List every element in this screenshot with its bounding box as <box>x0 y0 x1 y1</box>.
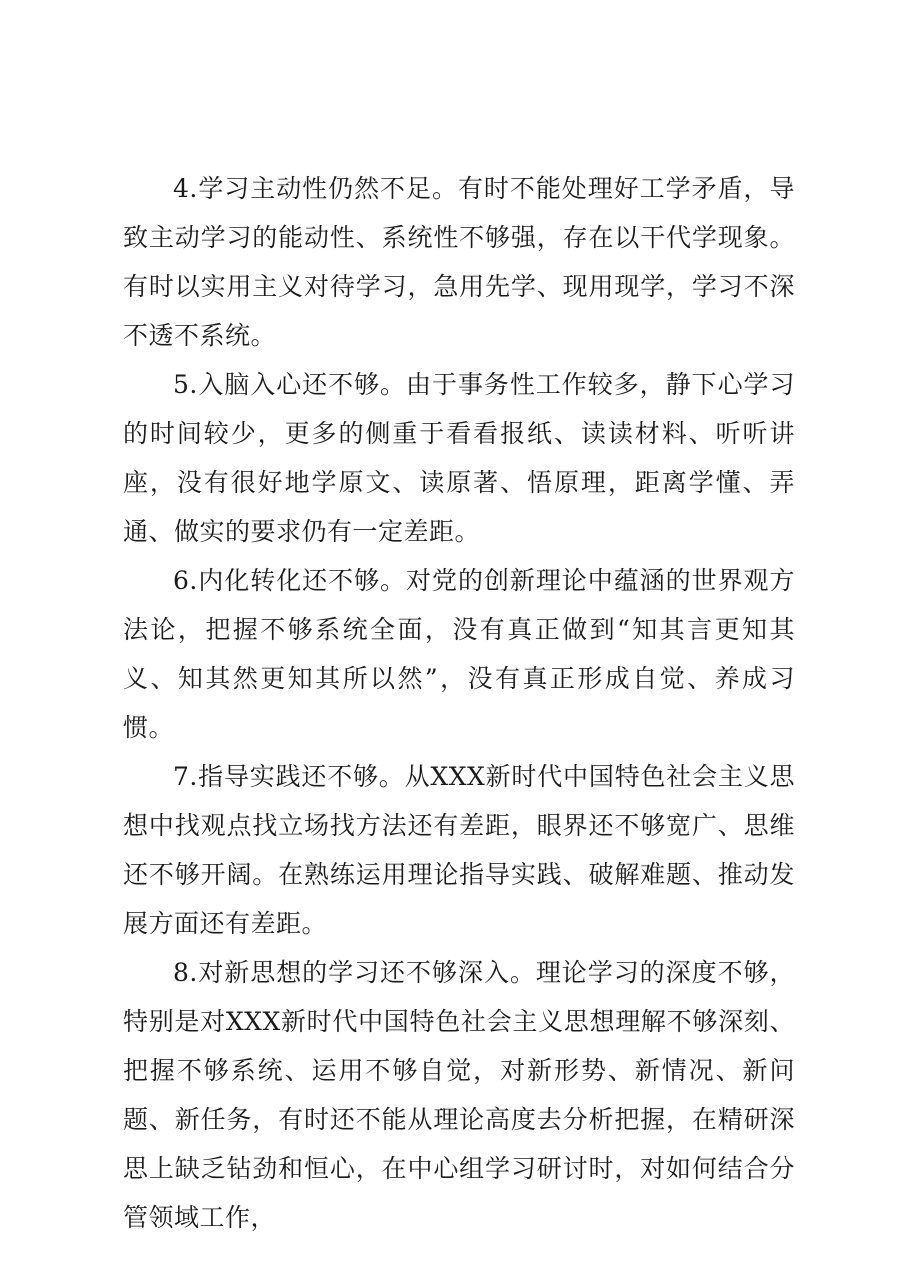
document-body <box>123 164 795 1242</box>
paragraph-item-8: 8.对新思想的学习还不够深入。理论学习的深度不够，特别是对XXX新时代中国特色社会主义思想理解不够深刻、把握不够系统、运用不够自觉，对新形势、新情况、新问题、新任务，有时还不能从理论高度去分析把握，在精研深思上缺乏钻劲和恒心，在中心组学习研讨时，对如何结合分管领域工作， <box>123 958 795 1232</box>
paragraph-item-4: 4.学习主动性仍然不足。有时不能处理好工学矛盾，导致主动学习的能动性、系统性不够强，存在以干代学现象。有时以实用主义对待学习，急用先学、现用现学，学习不深不透不系统。 <box>123 174 795 350</box>
paragraph-item-5: 5.入脑入心还不够。由于事务性工作较多，静下心学习的时间较少，更多的侧重于看看报纸、读读材料、听听讲座，没有很好地学原文、读原著、悟原理，距离学懂、弄通、做实的要求仍有一定差距。 <box>123 370 795 546</box>
paragraph-item-6: 6.内化转化还不够。对党的创新理论中蕴涵的世界观方法论，把握不够系统全面，没有真正做到“知其言更知其义、知其然更知其所以然”，没有真正形成自觉、养成习惯。 <box>123 566 795 742</box>
paragraph-item-7: 7.指导实践还不够。从XXX新时代中国特色社会主义思想中找观点找立场找方法还有差距，眼界还不够宽广、思维还不够开阔。在熟练运用理论指导实践、破解难题、推动发展方面还有差距。 <box>123 762 795 938</box>
